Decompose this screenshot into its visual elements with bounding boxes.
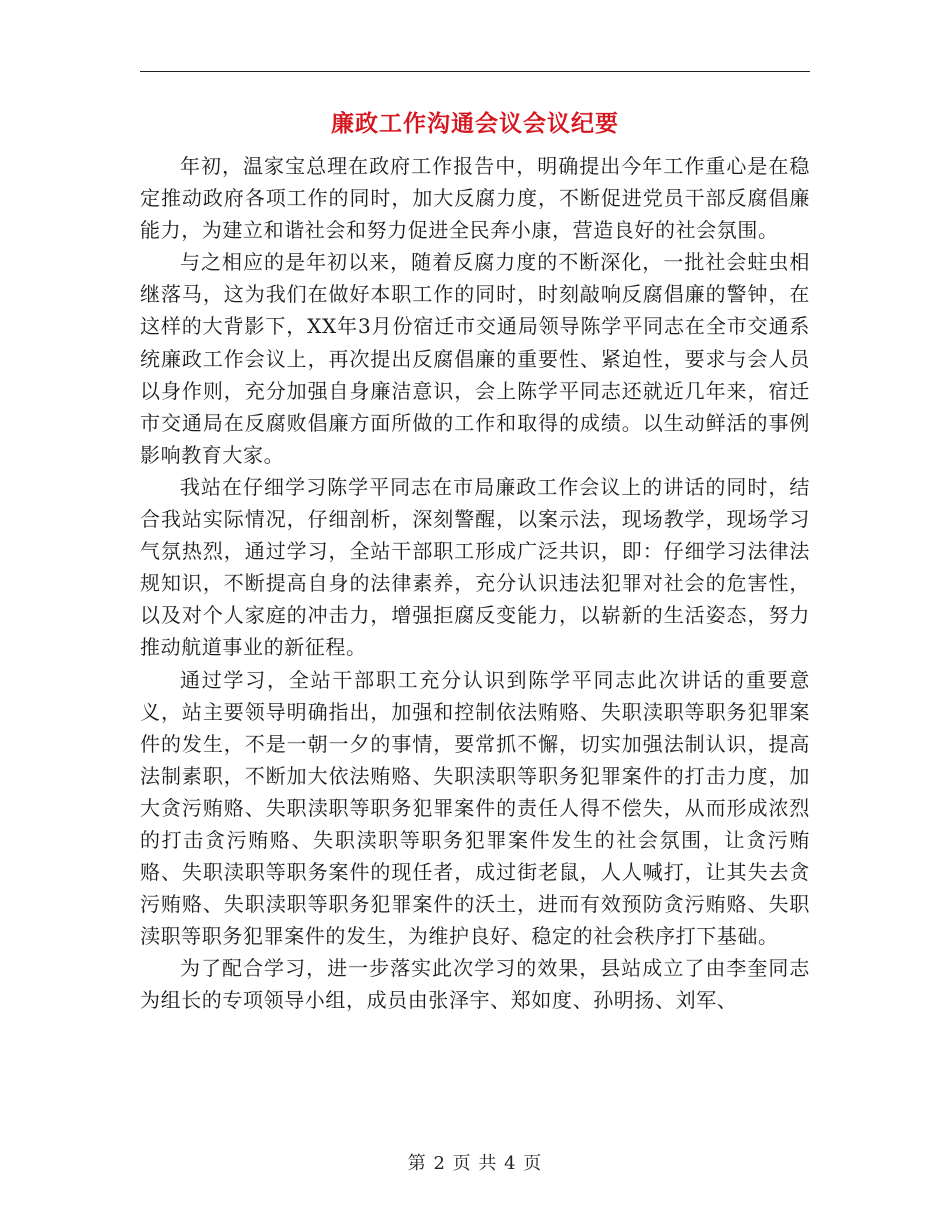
page-number-footer: 第 2 页 共 4 页 <box>407 1153 543 1174</box>
paragraph: 与之相应的是年初以来，随着反腐力度的不断深化，一批社会蛀虫相继落马，这为我们在做好本职工作的同时，时刻敲响反腐倡廉的警钟，在这样的大背影下，XX年3月份宿迁市交通局领导陈学平同志在全市交通系统廉政工作会议上，再次提出反腐倡廉的重要性、紧迫性，要求与会人员以身作则，充分加强自身廉洁意识，会上陈学平同志还就近几年来，宿迁市交通局在反腐败倡廉方面所做的工作和取得的成绩。以生动鲜活的事例影响教育大家。 <box>140 250 810 467</box>
header-rule <box>140 71 810 72</box>
document-title: 廉政工作沟通会议会议纪要 <box>331 110 619 137</box>
document-body <box>140 150 810 1017</box>
paragraph: 为了配合学习，进一步落实此次学习的效果，县站成立了由李奎同志为组长的专项领导小组，成员由张泽宇、郑如度、孙明扬、刘军、 <box>140 956 810 1013</box>
paragraph: 我站在仔细学习陈学平同志在市局廉政工作会议上的讲话的同时，结合我站实际情况，仔细剖析，深刻警醒，以案示法，现场教学，现场学习气氛热烈，通过学习，全站干部职工形成广泛共识，即：仔细学习法律法规知识，不断提高自身的法律素养，充分认识违法犯罪对社会的危害性，以及对个人家庭的冲击力，增强拒腐反变能力，以崭新的生活姿态，努力推动航道事业的新征程。 <box>140 474 810 660</box>
paragraph: 通过学习，全站干部职工充分认识到陈学平同志此次讲话的重要意义，站主要领导明确指出，加强和控制依法贿赂、失职渎职等职务犯罪案件的发生，不是一朝一夕的事情，要常抓不懈，切实加强法制认识，提高法制素职，不断加大依法贿赂、失职渎职等职务犯罪案件的打击力度，加大贪污贿赂、失职渎职等职务犯罪案件的责任人得不偿失，从而形成浓烈的打击贪污贿赂、失职渎职等职务犯罪案件发生的社会氛围，让贪污贿赂、失职渎职等职务案件的现任者，成过街老鼠，人人喊打，让其失去贪污贿赂、失职渎职等职务犯罪案件的沃土，进而有效预防贪污贿赂、失职渎职等职务犯罪案件的发生，为维护良好、稳定的社会秩序打下基础。 <box>140 667 810 949</box>
paragraph: 年初，温家宝总理在政府工作报告中，明确提出今年工作重心是在稳定推动政府各项工作的同时，加大反腐力度，不断促进党员干部反腐倡廉能力，为建立和谐社会和努力促进全民奔小康，营造良好的社会氛围。 <box>140 154 810 243</box>
